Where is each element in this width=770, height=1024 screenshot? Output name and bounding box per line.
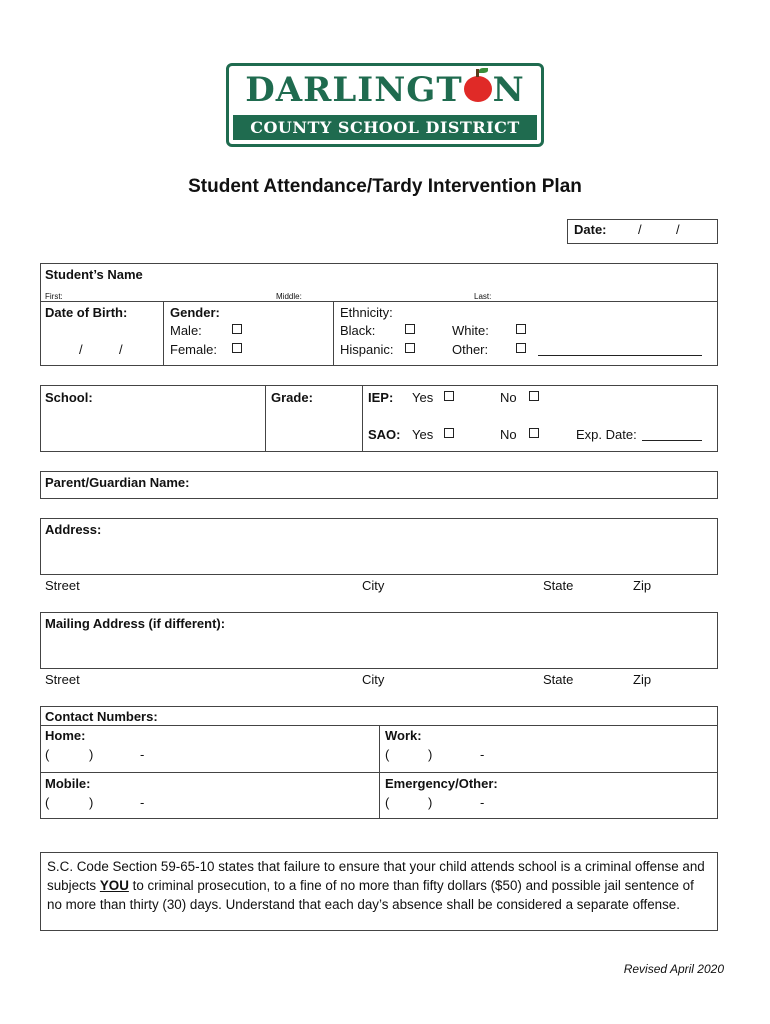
male-label: Male: (170, 323, 202, 338)
iep-yes-label: Yes (412, 390, 434, 405)
grade-label: Grade: (271, 390, 313, 405)
divider (333, 301, 334, 366)
emergency-paren-open[interactable]: ( (385, 795, 390, 810)
white-checkbox[interactable] (516, 324, 526, 334)
school-label: School: (45, 390, 93, 405)
mailing-street-label: Street (45, 672, 80, 687)
sao-yes-label: Yes (412, 427, 434, 442)
other-label: Other: (452, 342, 489, 357)
work-paren-open[interactable]: ( (385, 747, 390, 762)
address-city-label: City (362, 578, 385, 593)
sao-yes-checkbox[interactable] (444, 428, 454, 438)
contact-numbers-heading: Contact Numbers: (45, 709, 158, 724)
mailing-address-label: Mailing Address (if different): (45, 616, 226, 631)
logo-subtitle: COUNTY SCHOOL DISTRICT (233, 115, 537, 140)
mobile-dash[interactable]: - (140, 795, 145, 810)
ethnicity-label: Ethnicity: (340, 305, 393, 320)
mailing-zip-label: Zip (633, 672, 652, 687)
notice-text-1: S.C. Code Section 59-65-10 states that failure to ensure that your child attends school is a criminal offense and subjects (47, 859, 705, 893)
page-title: Student Attendance/Tardy Intervention Plan (188, 176, 582, 197)
address-zip-label: Zip (633, 578, 652, 593)
iep-yes-checkbox[interactable] (444, 391, 454, 401)
work-phone-label: Work: (385, 728, 422, 743)
guardian-name-label: Parent/Guardian Name: (45, 475, 190, 490)
middle-name-label[interactable]: Middle: (276, 292, 302, 301)
revision-note: Revised April 2020 (623, 962, 724, 976)
home-paren-close[interactable]: ) (89, 747, 94, 762)
last-name-label[interactable]: Last: (474, 292, 492, 301)
date-sep-2: / (676, 222, 680, 237)
emergency-phone-label: Emergency/Other: (385, 776, 498, 791)
mobile-paren-close[interactable]: ) (89, 795, 94, 810)
iep-no-label: No (500, 390, 517, 405)
logo-letters: DARLINGT N (245, 70, 525, 110)
mobile-paren-open[interactable]: ( (45, 795, 50, 810)
work-dash[interactable]: - (480, 747, 485, 762)
home-paren-open[interactable]: ( (45, 747, 50, 762)
divider (265, 385, 266, 452)
iep-no-checkbox[interactable] (529, 391, 539, 401)
work-paren-close[interactable]: ) (428, 747, 433, 762)
legal-notice (40, 852, 718, 931)
date-label: Date: (574, 222, 607, 237)
mobile-phone-label: Mobile: (45, 776, 91, 791)
dob-sep-2[interactable]: / (119, 342, 123, 357)
notice-emphasis: YOU (99, 878, 129, 893)
first-name-label[interactable]: First: (45, 292, 63, 301)
logo-name (229, 70, 541, 116)
date-sep-1: / (638, 222, 642, 237)
mailing-state-label: State (543, 672, 574, 687)
exp-date-field[interactable] (642, 440, 702, 441)
address-state-label: State (543, 578, 574, 593)
white-label: White: (452, 323, 489, 338)
address-label: Address: (45, 522, 102, 537)
student-name-heading: Student’s Name (45, 267, 143, 282)
home-dash[interactable]: - (140, 747, 145, 762)
divider (163, 301, 164, 366)
mailing-city-label: City (362, 672, 385, 687)
other-ethnicity-field[interactable] (538, 355, 702, 356)
gender-label: Gender: (170, 305, 220, 320)
sao-label: SAO: (368, 427, 401, 442)
iep-label: IEP: (368, 390, 394, 405)
dob-label: Date of Birth: (45, 305, 128, 320)
address-field[interactable] (40, 518, 718, 575)
address-street-label: Street (45, 578, 80, 593)
divider (40, 301, 718, 302)
hispanic-label: Hispanic: (340, 342, 394, 357)
male-checkbox[interactable] (232, 324, 242, 334)
emergency-dash[interactable]: - (480, 795, 485, 810)
sao-no-label: No (500, 427, 517, 442)
female-checkbox[interactable] (232, 343, 242, 353)
sao-no-checkbox[interactable] (529, 428, 539, 438)
home-phone-label: Home: (45, 728, 86, 743)
apple-icon (464, 76, 492, 102)
divider (362, 385, 363, 452)
district-logo (226, 63, 544, 147)
black-label: Black: (340, 323, 376, 338)
exp-date-label: Exp. Date: (576, 427, 637, 442)
female-label: Female: (170, 342, 217, 357)
divider (379, 725, 380, 819)
dob-sep-1[interactable]: / (79, 342, 83, 357)
other-checkbox[interactable] (516, 343, 526, 353)
hispanic-checkbox[interactable] (405, 343, 415, 353)
black-checkbox[interactable] (405, 324, 415, 334)
emergency-paren-close[interactable]: ) (428, 795, 433, 810)
notice-text-2: to criminal prosecution, to a fine of no more than fifty dollars ($50) and possible jail sentence of no more than thirty (30) days. Understand that each day’s absence shall be considered a separate offense. (47, 878, 694, 912)
